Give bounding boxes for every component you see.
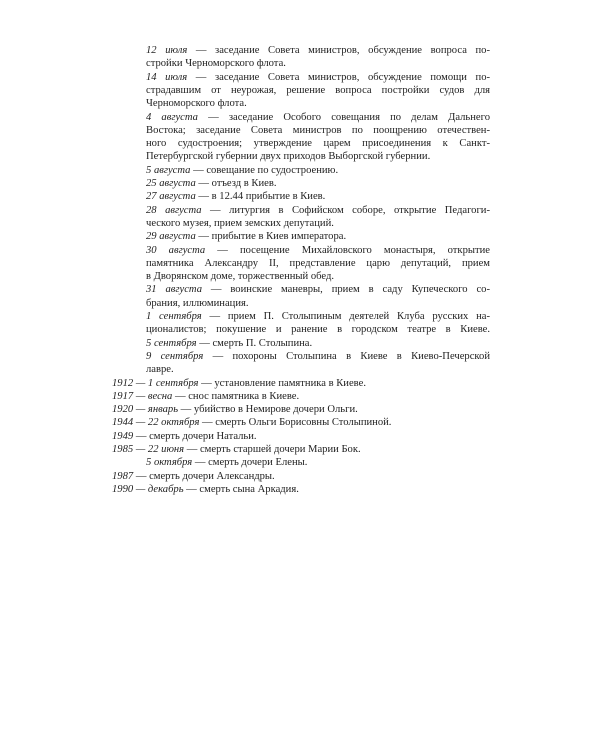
chronology-line <box>112 270 490 283</box>
entry-text: заседание Совета министров, обсуждение вопроса по- <box>215 45 490 56</box>
entry-text: смерть сына Аркадия. <box>199 483 299 495</box>
entry-text: смерть Ольги Борисовны Столыпиной. <box>215 417 392 429</box>
entry-date: 1 сентября <box>146 311 202 322</box>
entry-separator: — <box>195 191 212 203</box>
entry-text: литургия в Софийском соборе, открытие Педагоги- <box>229 204 490 216</box>
entry-separator: — <box>202 284 231 296</box>
entry-text: ческого музея, прием земских депутаций. <box>146 217 334 229</box>
chronology-line <box>112 337 490 350</box>
entry-text: памятника Александру II, представление царю депутаций, прием <box>146 257 490 269</box>
chronology-line <box>112 483 490 496</box>
entry-text: прибытие в Киев императора. <box>211 231 347 243</box>
entry-separator: — <box>172 390 189 402</box>
chronology-line <box>112 177 490 190</box>
entry-separator: — <box>184 444 200 455</box>
chronology-line <box>112 57 490 70</box>
entry-text: страдавшим от неурожая, решение вопроса постройки судов для <box>146 84 490 96</box>
entry-text: Черноморского флота. <box>146 98 247 110</box>
entry-date: 27 августа <box>146 191 196 203</box>
entry-separator: — <box>187 71 215 83</box>
entry-separator: — <box>201 311 228 322</box>
entry-text: смерть дочери Александры. <box>149 470 275 482</box>
entry-separator: — <box>183 483 200 495</box>
entry-text: убийство в Немирове дочери Ольги. <box>193 404 358 416</box>
entry-date: 30 августа <box>146 244 206 256</box>
entry-separator: — <box>190 164 207 176</box>
entry-date: 31 августа <box>146 284 202 296</box>
chronology-line <box>112 310 490 323</box>
entry-separator: — <box>203 350 233 362</box>
chronology-line <box>112 71 490 84</box>
entry-date: 1990 — декабрь <box>112 483 184 495</box>
entry-separator: — <box>178 404 194 416</box>
entry-text: снос памятника в Киеве. <box>188 390 300 402</box>
chronology-line <box>112 363 490 376</box>
chronology-line <box>112 97 490 110</box>
entry-separator: — <box>195 231 212 243</box>
entry-text: посещение Михайловского монастыря, открытие <box>239 244 490 256</box>
entry-date: 9 сентября <box>146 350 204 362</box>
chronology-line <box>112 416 490 429</box>
entry-separator: — <box>195 178 212 189</box>
chronology-line <box>112 204 490 217</box>
entry-date: 1917 — весна <box>112 390 173 402</box>
entry-text: воинские маневры, прием в саду Купеческого со- <box>230 284 490 296</box>
chronology-line <box>112 470 490 483</box>
chronology-line <box>112 350 490 363</box>
entry-text: смерть дочери Натальи. <box>149 430 257 442</box>
chronology-line <box>112 84 490 97</box>
entry-separator: — <box>199 417 216 429</box>
entry-separator: — <box>187 45 216 56</box>
entry-text: смерть дочери Елены. <box>208 457 308 469</box>
chronology-line <box>112 111 490 124</box>
entry-date: 1987 <box>112 470 134 482</box>
entry-text: отъезд в Киев. <box>211 178 277 189</box>
entry-date: 1985 — 22 июня <box>112 444 185 455</box>
entry-text: Востока; заседание Совета министров по поощрению отечествен- <box>146 124 490 136</box>
entry-text: установление памятника в Киеве. <box>214 377 366 389</box>
entry-text: в 12.44 прибытие в Киев. <box>211 191 326 203</box>
entry-text: ционалистов; покушение и ранение в городском театре в Киеве. <box>146 324 490 336</box>
chronology-line <box>112 44 490 57</box>
chronology-line <box>112 430 490 443</box>
chronology-line <box>112 137 490 150</box>
chronology-line <box>112 217 490 230</box>
entry-date: 25 августа <box>146 178 196 189</box>
entry-date: 14 июля <box>146 71 188 83</box>
chronology-line <box>112 297 490 310</box>
entry-date: 12 июля <box>146 45 188 56</box>
entry-date: 29 августа <box>146 231 196 243</box>
entry-date: 1944 — 22 октября <box>112 417 200 429</box>
entry-separator: — <box>192 457 209 469</box>
chronology-line <box>112 456 490 469</box>
chronology-line <box>112 190 490 203</box>
entry-separator: — <box>198 377 215 389</box>
chronology-line <box>112 230 490 243</box>
chronology-line <box>112 164 490 177</box>
chronology-line <box>112 323 490 336</box>
chronology-line <box>112 150 490 163</box>
entry-date: 28 августа <box>146 204 202 216</box>
entry-text: смерть П. Столыпина. <box>212 337 313 349</box>
chronology-line <box>112 390 490 403</box>
chronology-line <box>112 377 490 390</box>
entry-separator: — <box>133 430 150 442</box>
entry-text: ного судостроения; утверждение царем присоединения к Санкт- <box>146 138 490 150</box>
entry-separator: — <box>197 111 229 123</box>
entry-date: 5 сентября <box>146 337 197 349</box>
chronology-line <box>112 124 490 137</box>
entry-date: 1949 <box>112 430 134 442</box>
entry-text: прием П. Столыпиным деятелей Клуба русских на- <box>227 311 490 322</box>
entry-date: 4 августа <box>146 111 198 123</box>
entry-text: Петербургской губернии двух приходов Выборгской губернии. <box>146 151 431 163</box>
entry-date: 5 октября <box>146 457 193 469</box>
entry-text: смерть старшей дочери Марии Бок. <box>199 444 361 455</box>
entry-date: 5 августа <box>146 164 191 176</box>
entry-separator: — <box>196 337 213 349</box>
entry-text: совещание по судостроению. <box>206 164 339 176</box>
chronology-line <box>112 443 490 456</box>
entry-text: брания, иллюминация. <box>146 297 249 309</box>
chronology-line <box>112 403 490 416</box>
entry-separator: — <box>133 470 150 482</box>
chronology-line <box>112 244 490 257</box>
entry-separator: — <box>205 244 240 256</box>
entry-text: похороны Столыпина в Киеве в Киево-Печерской <box>232 350 490 362</box>
entry-date: 1920 — январь <box>112 404 179 416</box>
entry-text: заседание Особого совещания по делам Дальнего <box>228 111 490 123</box>
entry-separator: — <box>201 204 230 216</box>
entry-text: лавре. <box>146 364 174 376</box>
entry-date: 1912 — 1 сентября <box>112 377 199 389</box>
entry-text: стройки Черноморского флота. <box>146 58 286 70</box>
chronology-line <box>112 257 490 270</box>
entry-text: заседание Совета министров, обсуждение помощи по- <box>214 71 491 83</box>
chronology-line <box>112 283 490 296</box>
entry-text: в Дворянском доме, торжественный обед. <box>146 271 335 283</box>
